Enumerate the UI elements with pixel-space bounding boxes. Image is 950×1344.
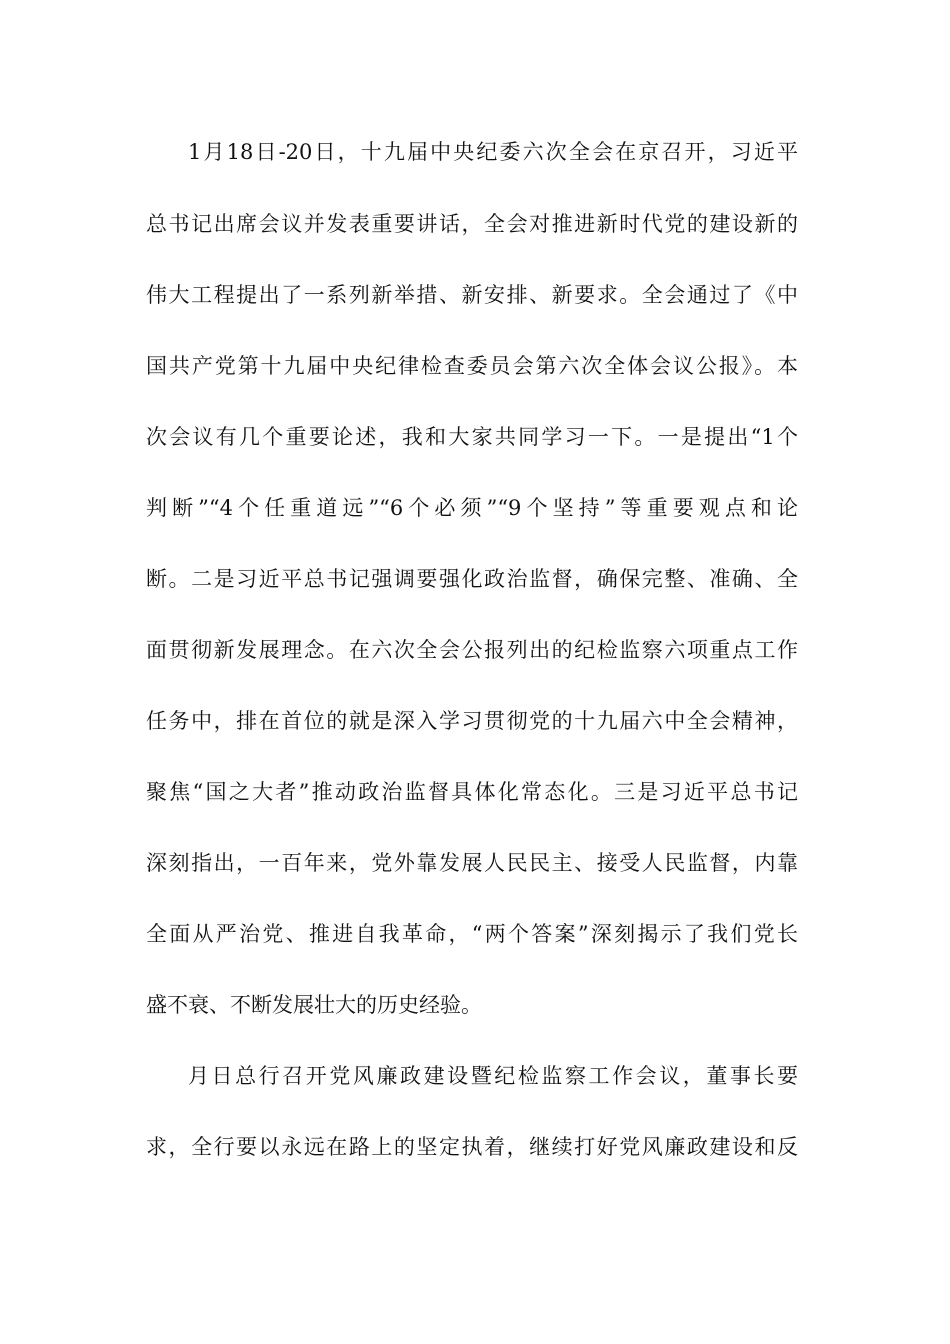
paragraph-1-line-9: 任务中，排在首位的就是深入学习贯彻党的十九届六中全会精神，: [146, 709, 798, 733]
paragraph-1-line-13: 盛不衰、不断发展壮大的历史经验。: [146, 993, 482, 1017]
paragraph-2-line-2: 求，全行要以永远在路上的坚定执着，继续打好党风廉政建设和反: [146, 1135, 798, 1159]
paragraph-1-line-7: 断。二是习近平总书记强调要强化政治监督，确保完整、准确、全: [146, 567, 798, 591]
paragraph-1-line-2: 总书记出席会议并发表重要讲话，全会对推进新时代党的建设新的: [146, 212, 798, 236]
paragraph-1-line-4: 国共产党第十九届中央纪律检查委员会第六次全体会议公报》。本: [146, 354, 798, 378]
paragraph-1-line-1: 1月18日-20日，十九届中央纪委六次全会在京召开，习近平: [188, 140, 798, 164]
paragraph-1-line-3: 伟大工程提出了一系列新举措、新安排、新要求。全会通过了《中: [146, 283, 798, 307]
paragraph-1-line-10: 聚焦“国之大者”推动政治监督具体化常态化。三是习近平总书记: [146, 780, 798, 804]
paragraph-2-line-1: 月日总行召开党风廉政建设暨纪检监察工作会议，董事长要: [188, 1064, 798, 1088]
paragraph-1-line-6: 判断”“4个任重道远”“6个必须”“9个坚持”等重要观点和论: [146, 496, 798, 520]
paragraph-1-line-5: 次会议有几个重要论述，我和大家共同学习一下。一是提出“1个: [146, 425, 798, 449]
paragraph-1-line-8: 面贯彻新发展理念。在六次全会公报列出的纪检监察六项重点工作: [146, 638, 798, 662]
paragraph-1-line-11: 深刻指出，一百年来，党外靠发展人民民主、接受人民监督，内靠: [146, 851, 798, 875]
paragraph-1-line-12: 全面从严治党、推进自我革命，“两个答案”深刻揭示了我们党长: [146, 922, 798, 946]
